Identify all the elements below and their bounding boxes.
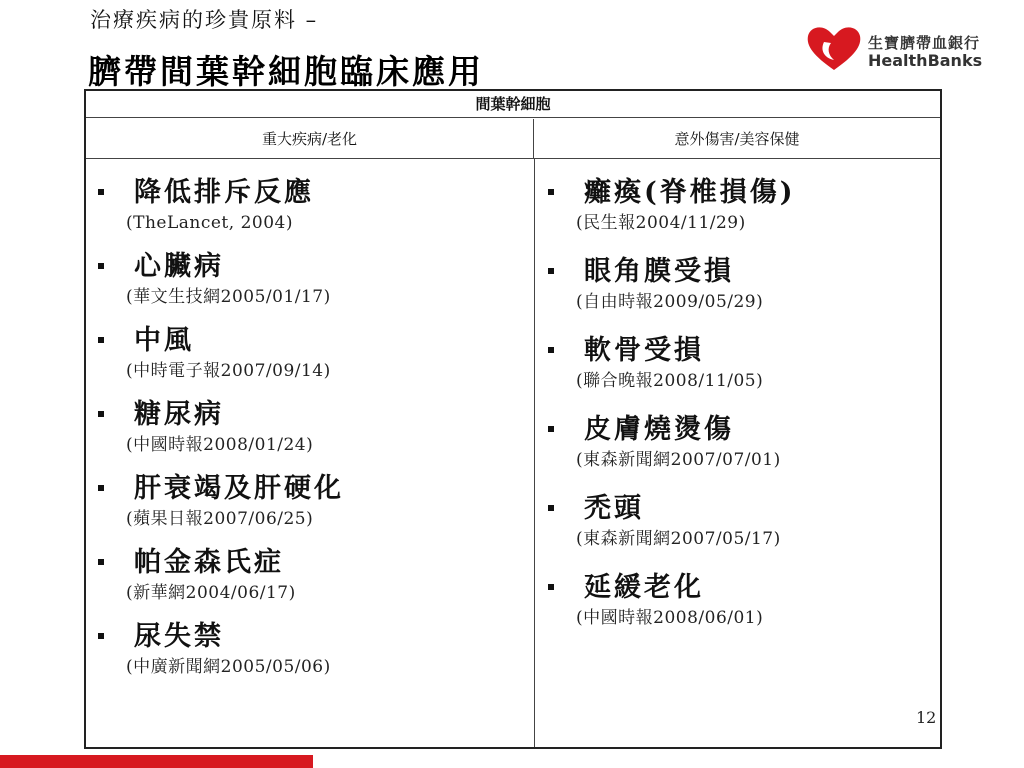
right-column [542,175,938,649]
bullet-icon [548,584,554,590]
item-source: (民生報2004/11/29) [576,213,746,233]
bullet-icon [98,633,104,639]
item-title: 帕金森氏症 [134,547,284,578]
item-source: (華文生技網2005/01/17) [126,287,331,307]
right-column-header: 意外傷害/美容保健 [534,119,940,159]
list-item [542,570,938,630]
bullet-icon [98,485,104,491]
item-source: (聯合晚報2008/11/05) [576,371,764,391]
item-title: 延緩老化 [584,572,704,603]
list-item [92,471,528,531]
item-title: 眼角膜受損 [584,256,734,287]
table-header: 間葉幹細胞 [86,91,940,118]
item-title: 軟骨受損 [584,335,704,366]
bullet-icon [548,426,554,432]
item-title: 尿失禁 [134,621,224,652]
item-source: (中時電子報2007/09/14) [126,361,331,381]
left-column [92,175,528,693]
slide-subtitle: 治療疾病的珍貴原料 – [90,8,319,32]
item-source: (東森新聞網2007/05/17) [576,529,781,549]
bullet-icon [98,337,104,343]
bullet-icon [548,189,554,195]
list-item [92,545,528,605]
stem-cell-table [84,89,942,749]
slide-title: 臍帶間葉幹細胞臨床應用 [88,52,484,91]
heart-logo-icon [804,24,864,74]
page-number: 12 [916,708,937,727]
bullet-icon [98,263,104,269]
item-title: 糖尿病 [134,399,224,430]
bullet-icon [548,268,554,274]
bullet-icon [98,189,104,195]
healthbanks-logo [804,24,1004,74]
item-source: (TheLancet, 2004) [126,213,293,233]
left-column-header: 重大疾病/老化 [86,119,534,159]
list-item [542,175,938,235]
footer-accent-bar [0,755,313,768]
item-title: 降低排斥反應 [134,177,314,208]
list-item [542,412,938,472]
list-item [92,619,528,679]
item-source: (蘋果日報2007/06/25) [126,509,314,529]
item-title: 肝衰竭及肝硬化 [134,473,344,504]
bullet-icon [548,505,554,511]
item-title: 皮膚燒燙傷 [584,414,734,445]
item-title: 禿頭 [584,493,644,524]
item-source: (中廣新聞網2005/05/06) [126,657,331,677]
bullet-icon [548,347,554,353]
list-item [92,249,528,309]
item-title: 心臟病 [134,251,224,282]
item-source: (自由時報2009/05/29) [576,292,764,312]
list-item [542,254,938,314]
bullet-icon [98,411,104,417]
item-source: (東森新聞網2007/07/01) [576,450,781,470]
item-source: (新華網2004/06/17) [126,583,296,603]
list-item [542,491,938,551]
column-divider [534,159,535,747]
item-source: (中國時報2008/06/01) [576,608,764,628]
item-title: 癱瘓(脊椎損傷) [584,177,796,208]
list-item [92,175,528,235]
item-source: (中國時報2008/01/24) [126,435,314,455]
list-item [92,397,528,457]
logo-name-en: HealthBanks [868,51,983,70]
bullet-icon [98,559,104,565]
list-item [542,333,938,393]
logo-name-zh: 生寶臍帶血銀行 [868,34,981,52]
list-item [92,323,528,383]
item-title: 中風 [134,325,194,356]
